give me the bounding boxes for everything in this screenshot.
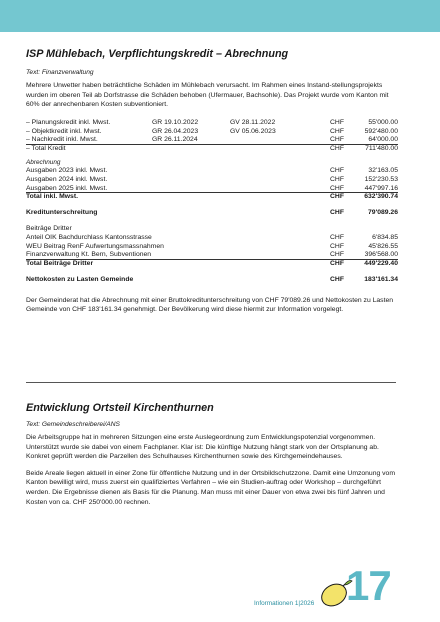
contributions-subheading: Beiträge Dritter [26, 224, 72, 232]
net-cost-row: Nettokosten zu Lasten Gemeinde CHF 183'161.34 [26, 275, 398, 283]
table-row: WEU Beitrag RenF Aufwertungsmassnahmen CHF 45'826.55 [26, 242, 398, 250]
section-byline: Text: Finanzverwaltung [26, 69, 94, 76]
total-expenses-row: Total inkl. Mwst. CHF 632'390.74 [26, 193, 398, 201]
table-row: – Planungskredit inkl. Mwst. GR 19.10.2022 GV 28.11.2022 CHF 55'000.00 [26, 118, 398, 126]
section-title: Entwicklung Ortsteil Kirchenthurnen [26, 402, 214, 414]
abrechnung-subheading: Abrechnung [26, 158, 61, 166]
financial-table [26, 119, 398, 285]
header-band [0, 0, 440, 32]
section-divider [26, 382, 396, 383]
section-byline: Text: Gemeindeschreiberei/ANS [26, 421, 120, 428]
underrun-row: Kreditunterschreitung CHF 79'089.26 [26, 209, 398, 217]
table-row: Anteil OIK Bachdurchlass Kantonsstrasse CHF 6'834.85 [26, 233, 398, 241]
table-row: Ausgaben 2024 inkl. Mwst. CHF 152'230.53 [26, 175, 398, 183]
section-closing: Der Gemeinderat hat die Abrechnung mit einer Bruttokreditunterschreitung von CHF 79'089.26 und Nettokosten zu Lasten Gemeinde von CHF 183'161.34 genehmigt. Der Bevölkerung wird diese hiermit zur Information vorgelegt. [26, 296, 394, 314]
publication-label: Informationen 1|2026 [254, 600, 315, 607]
table-row: Ausgaben 2023 inkl. Mwst. CHF 32'163.05 [26, 166, 398, 174]
section-isp-muehlebach [26, 48, 398, 315]
table-row: – Objektkredit inkl. Mwst. GR 26.04.2023 GV 05.06.2023 CHF 592'480.00 [26, 127, 398, 135]
total-credit-row: – Total Kredit CHF 711'480.00 [26, 145, 398, 153]
section-paragraph: Die Arbeitsgruppe hat in mehreren Sitzungen eine erste Auslegeordnung zum Entwicklungspotenzial vorgenommen. Unterstützt wurde sie dabei von einem Fachplaner. Klar ist: Die künftige Nutzung hängt stark von der Ortsplanung ab. Konkret geprüft werden die Parzellen des Schulhauses Kirchenthurnen sowie des Kirchgemeindehauses. [26, 434, 379, 461]
total-contributions-row: Total Beiträge Dritter CHF 449'229.40 [26, 260, 398, 268]
section-paragraph: Beide Areale liegen aktuell in einer Zone für öffentliche Nutzung und in der Ortsbildschutzzone. Damit eine Umzonung vom Kanton bewilligt wird, muss zuerst ein qualifiziertes Verfahren – wie ein Studien-auftrag oder Workshop – durchgeführt werden. Die Ergebnisse dienen als Basis für die Planung. Man muss mit einer Dauer von etwa zwei bis fünf Jahren und Kosten von ca. CHF 250'000.00 rechnen. [26, 469, 396, 506]
section-title: ISP Mühlebach, Verpflichtungskredit – Abrechnung [26, 48, 289, 60]
section-intro: Mehrere Unwetter haben beträchtliche Schäden im Mühlebach verursacht. Im Rahmen eines Instand-stellungsprojekts wurden im oberen Teil ab Dorfstrasse die Schäden behoben (Ufermauer, Bachsohle). Das Projekt wurde vom Kanton mit 60% der anrechenbaren Kosten subventioniert. [26, 82, 389, 109]
table-row: Finanzverwaltung Kt. Bern, Subventionen CHF 396'568.00 [26, 251, 398, 259]
page-number: 17 [346, 562, 391, 609]
table-row: Ausgaben 2025 inkl. Mwst. CHF 447'997.16 [26, 184, 398, 192]
section-kirchenthurnen [26, 402, 398, 507]
table-row: – Nachkredit inkl. Mwst. GR 26.11.2024 CHF 64'000.00 [26, 136, 398, 144]
